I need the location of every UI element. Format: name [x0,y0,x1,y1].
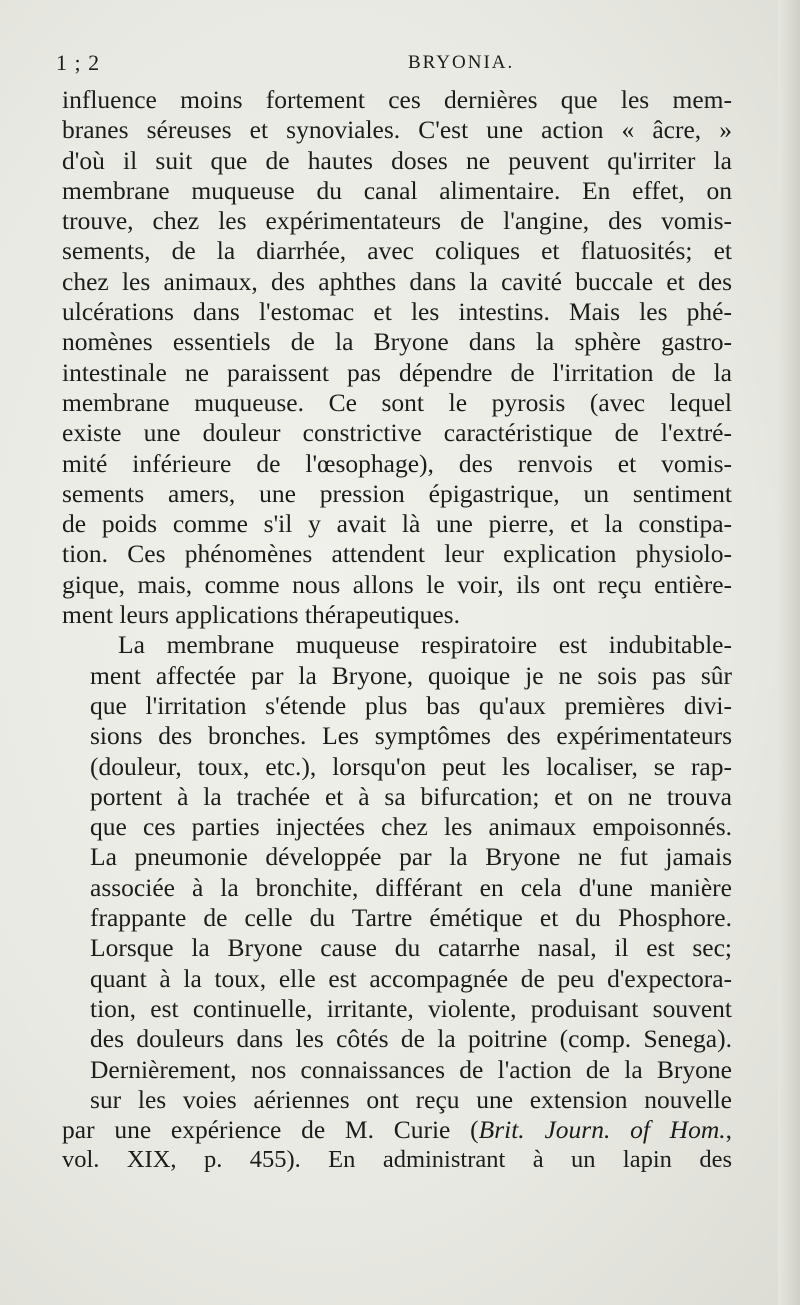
paragraph-2 [62,630,732,1115]
text-line: Lorsque la Bryone cause du catarrhe nasal, il est sec; [90,933,732,963]
text-line: chez les animaux, des aphthes dans la cavité buccale et des [62,266,732,296]
text-line: que l'irritation s'étende plus bas qu'aux premières divi- [90,690,732,720]
text-line: mité inférieure de l'œsophage), des renvois et vomis- [62,448,732,478]
body-text [62,85,732,1176]
paragraph-1 [62,85,732,630]
citation-text-after: , [725,1115,733,1145]
text-line: frappante de celle du Tartre émétique et du Phosphore. [90,903,732,933]
text-line: gique, mais, comme nous allons le voir, ils ont reçu entière- [62,569,732,599]
text-line: trouve, chez les expérimentateurs de l'angine, des vomis- [62,206,732,236]
text-line: sements, de la diarrhée, avec coliques et flatuosités; et [62,236,732,266]
text-line: quant à la toux, elle est accompagnée de peu d'expectora- [90,963,732,993]
text-line: influence moins fortement ces dernières que les mem- [62,85,732,114]
text-line: ment leurs applications thérapeutiques. [62,600,460,630]
text-line: membrane muqueuse du canal alimentaire. En effet, on [62,175,732,205]
text-line: tion, est continuelle, irritante, violente, produisant souvent [90,993,732,1023]
citation-line-2: vol. XIX, p. 455). En administrant à un lapin des [62,1146,732,1174]
text-line: d'où il suit que de hautes doses ne peuvent qu'irriter la [62,145,732,175]
page-edge-shadow [778,0,800,1305]
citation-line-1 [62,1115,732,1145]
citation-journal-title: Brit. Journ. of Hom. [478,1115,726,1145]
text-line: membrane muqueuse. Ce sont le pyrosis (avec lequel [62,387,732,417]
citation-text-before: par une expérience de M. Curie ( [62,1115,479,1145]
text-line: intestinale ne paraissent pas dépendre de l'irritation de la [62,357,732,387]
text-line: existe une douleur constrictive caractéristique de l'extré- [62,418,732,448]
text-line: sur les voies aériennes ont reçu une extension nouvelle [90,1084,732,1114]
text-line: associée à la bronchite, différant en cela d'une manière [90,872,732,902]
running-title: BRYONIA. [408,52,515,73]
text-line: sements amers, une pression épigastrique, un sentiment [62,478,732,508]
text-line: La membrane muqueuse respiratoire est indubitable- [118,630,732,660]
page-header [56,50,746,80]
text-line: ment affectée par la Bryone, quoique je ne sois pas sûr [90,660,732,690]
text-line: branes séreuses et synoviales. C'est une action « âcre, » [62,115,732,145]
text-line: que ces parties injectées chez les animaux empoisonnés. [90,812,732,842]
text-line: sions des bronches. Les symptômes des expérimentateurs [90,721,732,751]
text-line: portent à la trachée et à sa bifurcation; et on ne trouva [90,781,732,811]
text-line: tion. Ces phénomènes attendent leur explication physiolo- [62,539,732,569]
text-line: La pneumonie développée par la Bryone ne fut jamais [90,842,732,872]
text-line: des douleurs dans les côtés de la poitrine (comp. Senega). [90,1024,732,1054]
page-number: 1 ; 2 [56,50,101,75]
text-line: de poids comme s'il y avait là une pierre, et la constipa- [62,509,732,539]
text-line: Dernièrement, nos connaissances de l'action de la Bryone [90,1054,732,1084]
text-line: nomènes essentiels de la Bryone dans la sphère gastro- [62,327,732,357]
text-line: ulcérations dans l'estomac et les intestins. Mais les phé- [62,297,732,327]
text-line: (douleur, toux, etc.), lorsqu'on peut les localiser, se rap- [90,751,732,781]
